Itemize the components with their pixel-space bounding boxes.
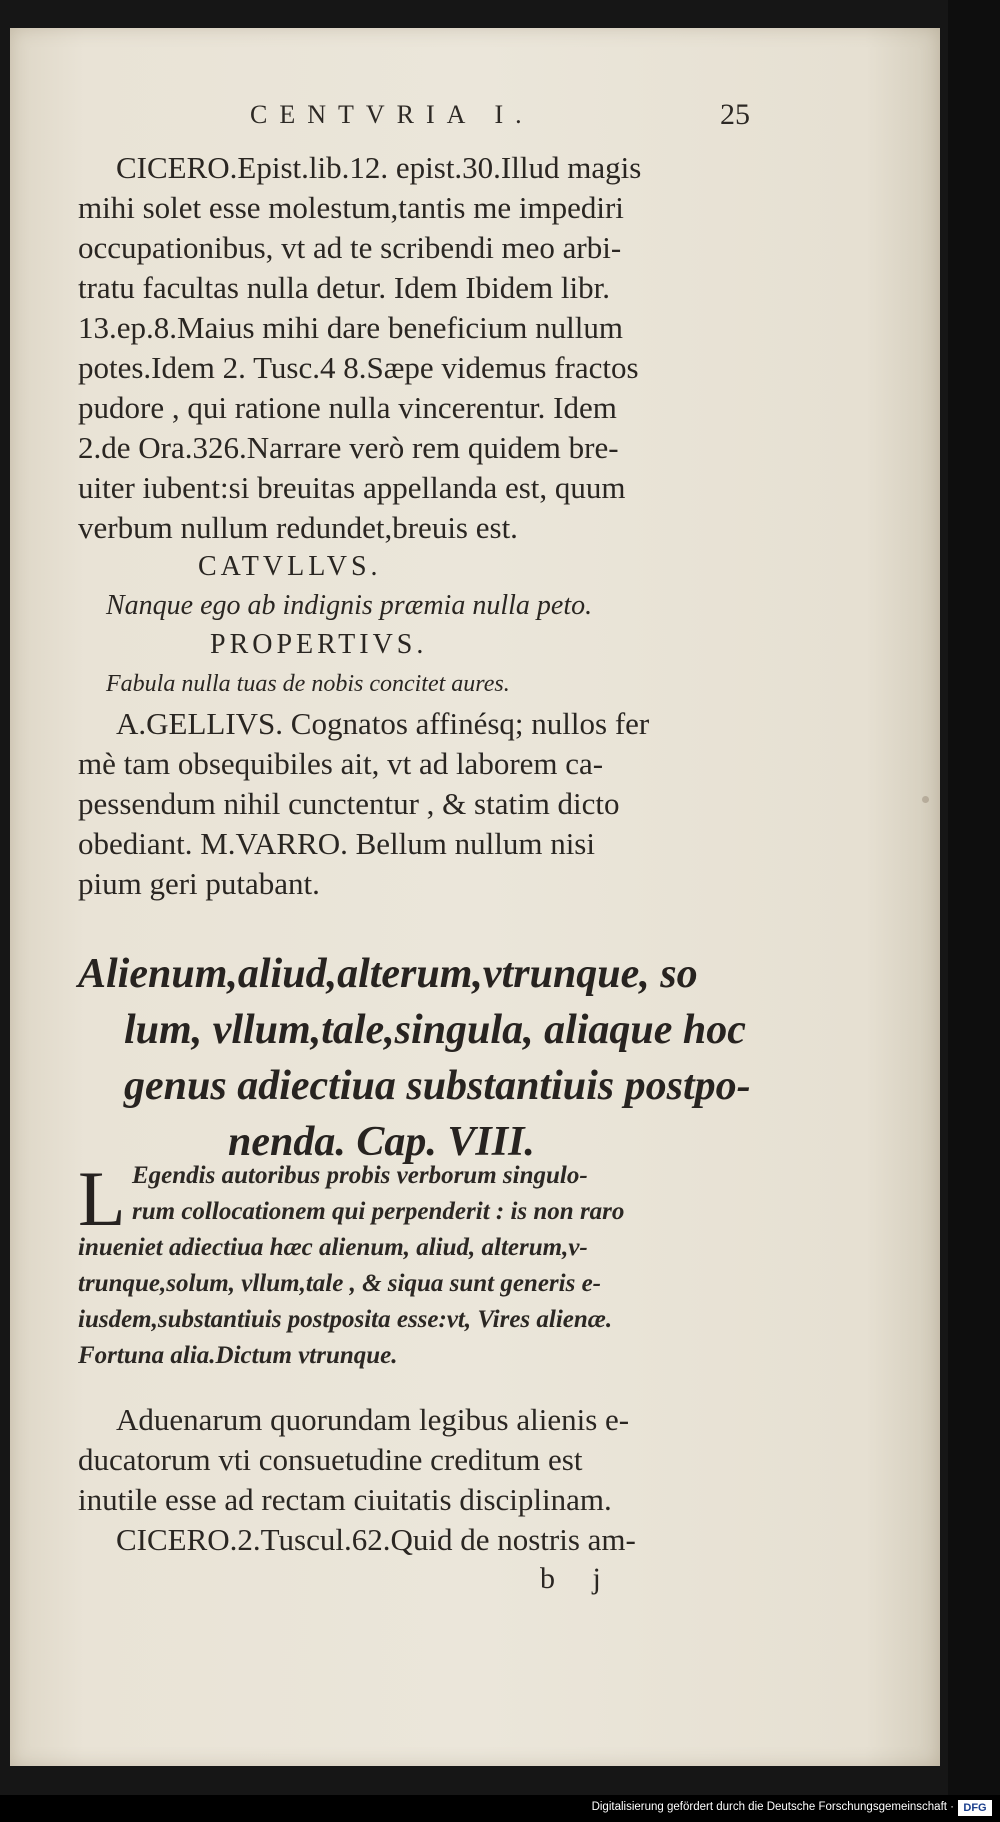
text-line: ducatorum vti consuetudine creditum est: [78, 1442, 583, 1477]
verse-quote: Fabula nulla tuas de nobis concitet aures.: [106, 671, 510, 697]
italic-line: trunque,solum, vllum,tale , & siqua sunt generis e-: [78, 1270, 602, 1297]
italic-line: inueniet adiectiua hæc alienum, aliud, alterum,v-: [78, 1234, 588, 1261]
italic-paragraph: [78, 1155, 768, 1374]
chapter-heading-line: genus adiectiua substantiuis postpo-: [124, 1063, 751, 1109]
chapter-heading-line: Alienum,aliud,alterum,vtrunque, so: [78, 951, 698, 997]
drop-capital: L: [78, 1155, 126, 1242]
scan-edge: [948, 0, 1000, 1795]
roman-paragraph: [78, 1400, 768, 1560]
text-line: inutile esse ad rectam ciuitatis disciplinam.: [78, 1482, 612, 1517]
paper-stain: [922, 796, 929, 803]
signature-letter: b: [540, 1562, 555, 1595]
page-number: 25: [720, 98, 750, 131]
italic-line: rum collocationem qui perpenderit : is non raro: [132, 1198, 625, 1225]
text-line: potes.Idem 2. Tusc.4 8.Sæpe videmus fractos: [78, 350, 639, 385]
chapter-heading-line: lum, vllum,tale,singula, aliaque hoc: [124, 1007, 746, 1053]
author-heading-propertius: PROPERTIVS.: [210, 629, 428, 660]
text-line: 2.de Ora.326.Narrare verò rem quidem bre-: [78, 430, 619, 465]
funding-credit: Digitalisierung gefördert durch die Deutsche Forschungsgemeinschaft ·: [591, 1801, 954, 1813]
text-line: occupationibus, vt ad te scribendi meo arbi-: [78, 230, 622, 265]
running-head: CENTVRIA I.: [250, 100, 534, 129]
author-heading-catullus: CATVLLVS.: [198, 551, 382, 582]
text-line: mihi solet esse molestum,tantis me impediri: [78, 190, 624, 225]
chapter-heading: [78, 946, 778, 1170]
text-line: CICERO.2.Tuscul.62.Quid de nostris am-: [116, 1522, 636, 1557]
italic-line: Fortuna alia.Dictum vtrunque.: [78, 1342, 398, 1369]
text-line: uiter iubent:si breuitas appellanda est, quum: [78, 470, 626, 505]
body-text: [78, 148, 758, 904]
italic-line: iusdem,substantiuis postposita esse:vt, Vires alienæ.: [78, 1306, 613, 1333]
text-line: pium geri putabant.: [78, 866, 320, 901]
text-line: verbum nullum redundet,breuis est.: [78, 510, 518, 545]
text-line: mè tam obsequibiles ait, vt ad laborem ca-: [78, 746, 604, 781]
signature-mark: [540, 1562, 631, 1596]
text-line: pudore , qui ratione nulla vincerentur. Idem: [78, 390, 617, 425]
text-line: 13.ep.8.Maius mihi dare beneficium nullum: [78, 310, 623, 345]
text-line: A.GELLIVS. Cognatos affinésq; nullos fer: [116, 706, 650, 741]
verse-quote: Nanque ego ab indignis præmia nulla peto.: [106, 590, 593, 621]
text-line: Aduenarum quorundam legibus alienis e-: [116, 1402, 630, 1437]
chapter-heading-line: nenda. Cap. VIII.: [228, 1119, 535, 1165]
dfg-logo: DFG: [958, 1800, 992, 1816]
text-line: pessendum nihil cunctentur , & statim dicto: [78, 786, 620, 821]
text-line: tratu facultas nulla detur. Idem Ibidem libr.: [78, 270, 611, 305]
signature-letter: j: [592, 1562, 601, 1595]
text-line: obediant. M.VARRO. Bellum nullum nisi: [78, 826, 595, 861]
italic-line: Egendis autoribus probis verborum singulo-: [132, 1162, 588, 1189]
text-line: CICERO.Epist.lib.12. epist.30.Illud magis: [116, 150, 642, 185]
